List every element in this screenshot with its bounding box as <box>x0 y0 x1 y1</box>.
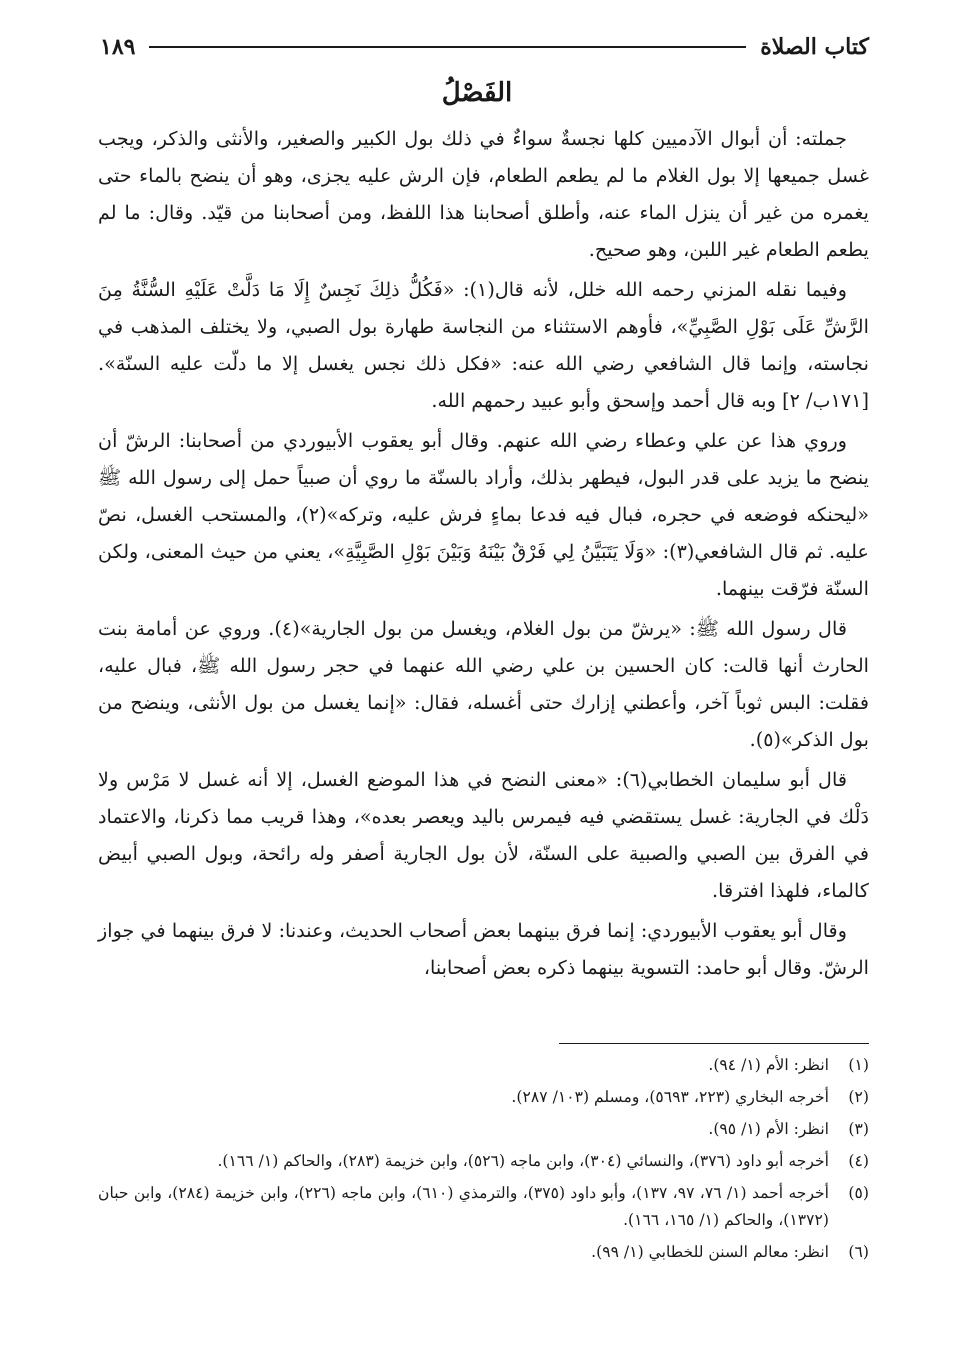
header-rule <box>149 46 746 48</box>
running-header <box>100 30 869 64</box>
footnote-text: انظر: الأم (١/ ٩٤). <box>708 1056 829 1074</box>
footnote-separator <box>559 1043 869 1044</box>
footnote-number: (٥) <box>848 1184 869 1202</box>
paragraph: وقال أبو يعقوب الأبيوردي: إنما فرق بينهما بعض أصحاب الحديث، وعندنا: لا فرق بينهما في جواز الرشّ. وقال أبو حامد: التسوية بينهما ذكره بعض أصحابنا، <box>98 919 869 979</box>
paragraph: وروي هذا عن علي وعطاء رضي الله عنهم. وقال أبو يعقوب الأبيوردي من أصحابنا: الرشّ أن ينضح ما يزيد على قدر البول، فيطهر بذلك، وأراد بالسنّة ما روي أن صبياً حمل إلى رسول الله ﷺ «ليحنكه فوضعه في حجره، فبال فيه فدعا بماءٍ فرش عليه، وتركه»(٢)، والمستحب الغسل، نصّ عليه. ثم قال الشافعي(٣): «وَلَا يَتَبَيَّنُ لِي فَرْقٌ بَيْنَهُ وَبَيْنَ بَوْلِ الصَّبِيَّةِ»، يعني من حيث المعنى، ولكن السنّة فرّقت بينهما. <box>98 429 869 600</box>
footnote-text: انظر: معالم السنن للخطابي (١/ ٩٩). <box>591 1243 829 1261</box>
footnote-text: أخرجه البخاري (٢٢٣، ٥٦٩٣)، ومسلم (١٠٣/ ٢٨٧). <box>511 1088 829 1106</box>
footnote-text: انظر: الأم (١/ ٩٥). <box>708 1120 829 1138</box>
paragraph: قال رسول الله ﷺ: «يرشّ من بول الغلام، ويغسل من بول الجارية»(٤). وروي عن أمامة بنت الحارث أنها قالت: كان الحسين بن علي رضي الله عنهما في حجر رسول الله ﷺ، فبال عليه، فقلت: البس ثوباً آخر، وأعطني إزارك حتى أغسله، فقال: «إنما يغسل من بول الأنثى، وينضح من بول الذكر»(٥). <box>98 617 869 751</box>
book-title: كتاب الصلاة <box>760 34 869 60</box>
footnotes <box>98 1052 869 1271</box>
footnote <box>98 1116 869 1143</box>
footnote-text: أخرجه أبو داود (٣٧٦)، والنسائي (٣٠٤)، وابن ماجه (٥٢٦)، وابن خزيمة (٢٨٣)، والحاكم (١/ ١٦٦). <box>217 1152 829 1170</box>
footnote-number: (٣) <box>848 1120 869 1138</box>
footnote <box>98 1148 869 1175</box>
footnote <box>98 1180 869 1234</box>
footnote-text: أخرجه أحمد (١/ ٧٦، ٩٧، ١٣٧)، وأبو داود (٣٧٥)، والترمذي (٦١٠)، وابن ماجه (٢٢٦)، وابن خزيمة (٢٨٤)، وابن حبان (١٣٧٢)، والحاكم (١/ ١٦٥، ١٦٦). <box>98 1184 830 1229</box>
section-title: الفَصْلُ <box>441 78 513 108</box>
page-number: ١٨٩ <box>100 34 136 60</box>
footnote-number: (٦) <box>848 1243 869 1261</box>
footnote-number: (٢) <box>848 1088 869 1106</box>
paragraph: قال أبو سليمان الخطابي(٦): «معنى النضح في هذا الموضع الغسل، إلا أنه غسل لا مَرْس ولا دَلْك في الجارية: غسل يستقضي فيه فيمرس باليد ويعصر بعده»، وهذا قريب مما ذكرنا، والاعتماد في الفرق بين الصبي والصبية على السنّة، لأن بول الجارية أصفر وله رائحة، وبول الصبي أبيض كالماء، فلهذا افترقا. <box>98 768 869 902</box>
footnote <box>98 1084 869 1111</box>
footnote-number: (٤) <box>848 1152 869 1170</box>
footnote-number: (١) <box>848 1056 869 1074</box>
footnote <box>98 1052 869 1079</box>
paragraph: جملته: أن أبوال الآدميين كلها نجسةٌ سواءٌ في ذلك بول الكبير والصغير، والأنثى والذكر، ويجب غسل جميعها إلا بول الغلام ما لم يطعم الطعام، فإن الرش عليه يجزى، وهو أن ينضح بالماء حتى يغمره من غير أن ينزل الماء عنه، وأطلق أصحابنا هذا اللفظ، ومن أصحابنا من قيّد. وقال: ما لم يطعم الطعام غير اللبن، وهو صحيح. <box>98 127 869 261</box>
body-text <box>98 120 869 986</box>
footnote <box>98 1239 869 1266</box>
paragraph: وفيما نقله المزني رحمه الله خلل، لأنه قال(١): «فَكُلُّ ذلِكَ نَجِسٌ إِلَا مَا دَلَّتْ عَلَيْهِ السُّنَّةُ مِنَ الرَّشِّ عَلَى بَوْلِ الصَّبِيِّ»، فأوهم الاستثناء من النجاسة طهارة بول الصبي، ولا يختلف المذهب في نجاسته، وإنما قال الشافعي رضي الله عنه: «فكل ذلك نجس يغسل إلا ما دلّت عليه السنّة». [١٧١ب/ ٢] وبه قال أحمد وإسحق وأبو عبيد رحمهم الله. <box>98 278 869 412</box>
